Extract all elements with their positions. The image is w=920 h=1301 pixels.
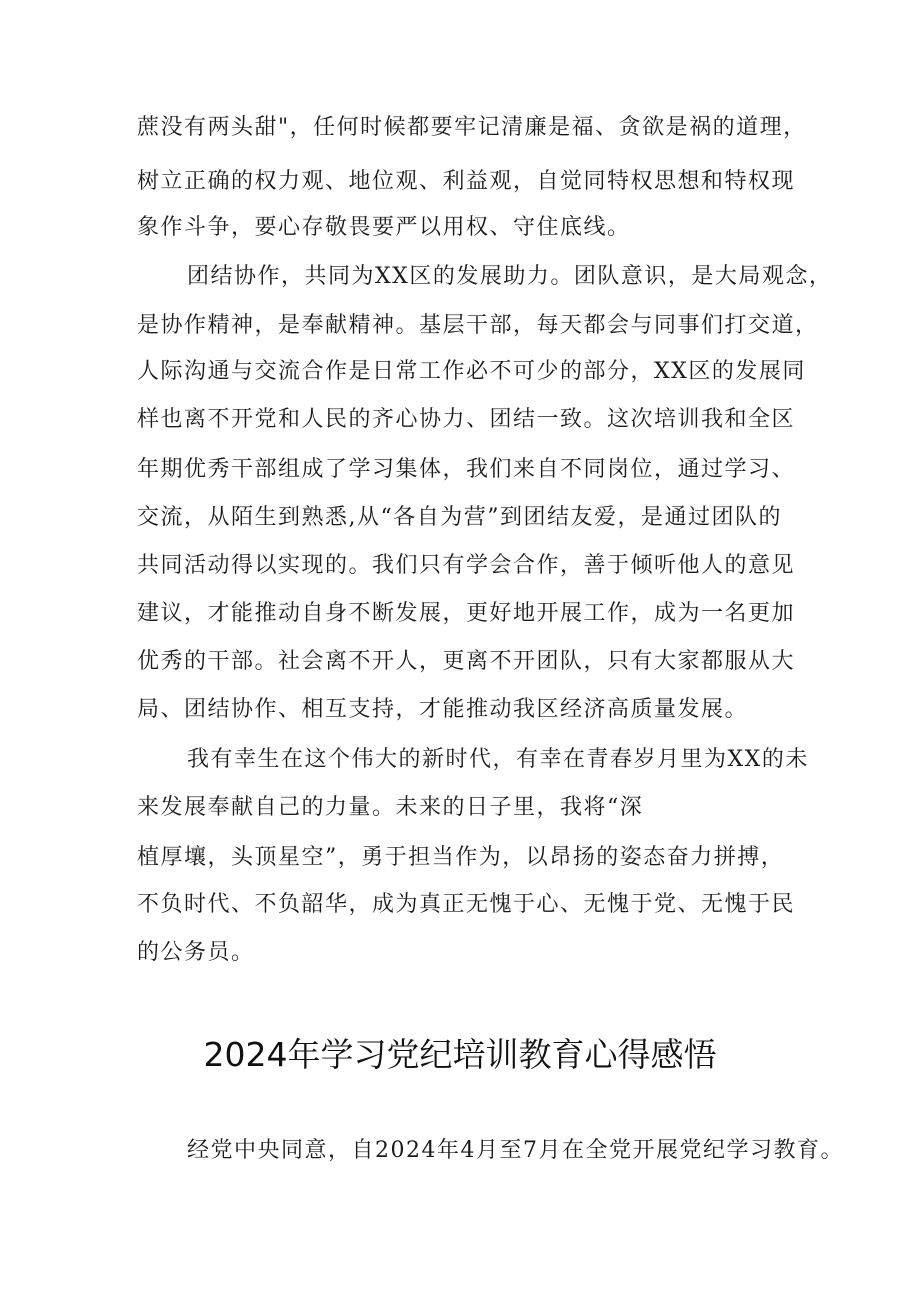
paragraph-2-line-2: 是协作精神，是奉献精神。基层干部，每天都会与同事们打交道， [137,313,819,338]
paragraph-3-line-4: 不负时代、不负韶华，成为真正无愧于心、无愧于党、无愧于民 [137,892,796,917]
paragraph-2-line-6: 交流，从陌生到熟悉,从“各自为营”到团结友爱，是通过团队的 [137,505,782,530]
paragraph-1-line-2: 树立正确的权力观、地位观、利益观，自觉同特权思想和特权现 [137,169,796,194]
paragraph-2-line-1: 团结协作，共同为XX区的发展助力。团队意识，是大局观念， [187,264,833,289]
paragraph-2-line-3: 人际沟通与交流合作是日常工作必不可少的部分，XX区的发展同 [137,359,806,384]
paragraph-2-line-9: 优秀的干部。社会离不开人，更离不开团队，只有大家都服从大 [137,649,796,674]
paragraph-2-line-10: 局、团结协作、相互支持，才能推动我区经济高质量发展。 [137,697,749,722]
intro-paragraph-line-1: 经党中央同意，自2024年4月至7月在全党开展党纪学习教育。 [187,1138,844,1163]
paragraph-1-line-3: 象作斗争，要心存敬畏要严以用权、守住底线。 [137,215,631,240]
paragraph-2-line-4: 样也离不开党和人民的齐心协力、团结一致。这次培训我和全区 [137,407,796,432]
paragraph-3-line-5: 的公务员。 [137,940,255,965]
paragraph-2-line-8: 建议，才能推动自身不断发展，更好地开展工作，成为一名更加 [137,601,796,626]
paragraph-1-line-1: 蔗没有两头甜"，任何时候都要牢记清廉是福、贪欲是祸的道理， [137,115,807,140]
paragraph-2-line-5: 年期优秀干部组成了学习集体，我们来自不同岗位，通过学习、 [137,457,796,482]
paragraph-2-line-7: 共同活动得以实现的。我们只有学会合作，善于倾听他人的意见 [137,553,796,578]
article-title: 2024年学习党纪培训教育心得感悟 [203,1035,717,1074]
paragraph-3-line-1: 我有幸生在这个伟大的新时代，有幸在青春岁月里为XX的未 [187,747,809,772]
paragraph-3-line-2: 来发展奉献自己的力量。未来的日子里，我将“深 [137,795,644,820]
paragraph-3-line-3: 植厚壤，头顶星空”，勇于担当作为，以昂扬的姿态奋力拼搏， [137,845,785,870]
